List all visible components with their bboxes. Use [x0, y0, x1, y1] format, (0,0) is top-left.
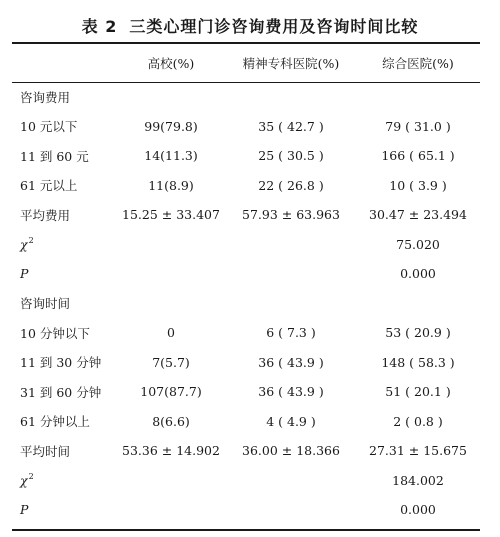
table-cell: 7(5.7)	[152, 354, 190, 370]
table-row	[12, 495, 480, 525]
table-cell	[116, 82, 226, 112]
row-label: 咨询费用	[20, 89, 71, 105]
stat-symbol: P	[20, 266, 29, 282]
row-label: 咨询时间	[20, 296, 71, 312]
row-label	[12, 259, 116, 289]
table-row	[12, 82, 480, 112]
table-cell	[116, 230, 226, 260]
table-cell	[356, 289, 480, 319]
table-row	[12, 318, 480, 348]
table-cell: 36 ( 43.9 )	[258, 384, 324, 400]
row-label: 平均时间	[20, 443, 71, 459]
table-row	[12, 141, 480, 171]
table-cell: 0	[167, 325, 175, 341]
row-label: 11 到 60 元	[20, 148, 89, 164]
table-cell: 53 ( 20.9 )	[385, 325, 451, 341]
table-cell: 6 ( 7.3 )	[266, 325, 316, 341]
table-cell: 57.93 ± 63.963	[242, 207, 340, 223]
table-caption	[0, 14, 500, 37]
table-row	[12, 348, 480, 378]
comparison-table	[12, 44, 480, 525]
table-cell: 36 ( 43.9 )	[258, 354, 324, 370]
row-label: 61 元以上	[20, 178, 78, 194]
table-cell: 51 ( 20.1 )	[385, 384, 451, 400]
stat-symbol: P	[20, 502, 29, 518]
row-label: 11 到 30 分钟	[20, 355, 102, 371]
row-label	[12, 495, 116, 525]
row-label	[12, 466, 116, 496]
table-row	[12, 466, 480, 496]
table-cell: 35 ( 42.7 )	[258, 118, 324, 134]
row-label: 61 分钟以上	[20, 414, 90, 430]
table-row	[12, 112, 480, 142]
header-row	[12, 44, 480, 82]
table-cell: 36.00 ± 18.366	[242, 443, 340, 459]
table-cell: 25 ( 30.5 )	[258, 148, 324, 164]
table-cell: 22 ( 26.8 )	[258, 177, 324, 193]
table-cell	[356, 82, 480, 112]
table-row	[12, 377, 480, 407]
stat-symbol-superscript: 2	[28, 236, 34, 246]
table-cell: 4 ( 4.9 )	[266, 413, 316, 429]
row-label: 平均费用	[20, 207, 71, 223]
bottom-rule	[12, 529, 480, 531]
table-row	[12, 407, 480, 437]
table-cell	[116, 289, 226, 319]
table-cell	[116, 495, 226, 525]
row-label: 31 到 60 分钟	[20, 384, 102, 400]
stat-symbol-superscript: 2	[28, 472, 34, 482]
table-cell: 166 ( 65.1 )	[381, 148, 455, 164]
table-row	[12, 259, 480, 289]
table-cell: 11(8.9)	[148, 177, 194, 193]
table-cell: 15.25 ± 33.407	[122, 207, 220, 223]
table-cell: 30.47 ± 23.494	[369, 207, 467, 223]
table-cell	[226, 230, 356, 260]
table-cell: 0.000	[400, 502, 436, 518]
row-label: 10 元以下	[20, 119, 78, 135]
table-cell: 148 ( 58.3 )	[381, 354, 455, 370]
table-cell	[116, 466, 226, 496]
table-cell: 10 ( 3.9 )	[389, 177, 447, 193]
table-row	[12, 436, 480, 466]
table-row	[12, 200, 480, 230]
stat-symbol	[20, 473, 34, 488]
stat-symbol-base: χ	[20, 237, 28, 253]
row-label: 10 分钟以下	[20, 325, 90, 341]
table-cell: 79 ( 31.0 )	[385, 118, 451, 134]
table-row	[12, 171, 480, 201]
table-cell: 27.31 ± 15.675	[369, 443, 467, 459]
table-cell: 14(11.3)	[144, 148, 198, 164]
table-cell	[226, 289, 356, 319]
table-cell: 2 ( 0.8 )	[393, 413, 443, 429]
header-cell-psychiatric-hospital: 精神专科医院(%)	[242, 56, 340, 71]
header-cell-university: 高校(%)	[147, 56, 195, 71]
table-cell: 0.000	[400, 266, 436, 282]
table-cell: 184.002	[392, 472, 444, 488]
table-cell	[226, 466, 356, 496]
table-number: 表 2	[81, 17, 118, 36]
table-row	[12, 289, 480, 319]
table-header	[12, 44, 480, 82]
header-cell-general-hospital: 综合医院(%)	[382, 56, 454, 71]
table-cell	[226, 82, 356, 112]
table-cell: 75.020	[396, 236, 440, 252]
table-body	[12, 82, 480, 525]
table-cell: 53.36 ± 14.902	[122, 443, 220, 459]
stat-symbol	[20, 237, 34, 252]
table-cell: 99(79.8)	[144, 118, 198, 134]
table-cell	[116, 259, 226, 289]
table-title: 三类心理门诊咨询费用及咨询时间比较	[129, 17, 419, 36]
table-cell	[226, 259, 356, 289]
table-cell: 8(6.6)	[152, 413, 190, 429]
table-row	[12, 230, 480, 260]
table-cell	[226, 495, 356, 525]
table-cell: 107(87.7)	[140, 384, 202, 400]
header-cell-label	[12, 44, 116, 82]
stat-symbol-base: χ	[20, 473, 28, 489]
row-label	[12, 230, 116, 260]
